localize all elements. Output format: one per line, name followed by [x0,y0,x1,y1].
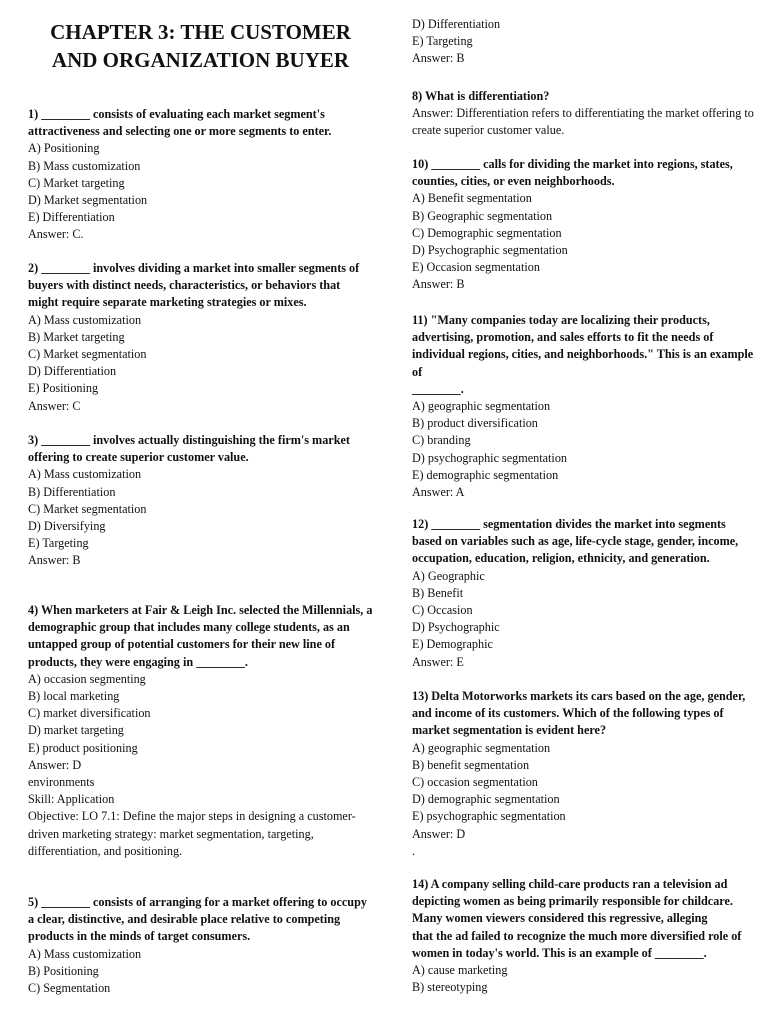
question-stem: 1) ________ consists of evaluating each market segment's attractiveness and selecting one or more segments to enter. [28,107,332,139]
answer-option: E) Demographic [412,637,493,652]
question-stem: 13) Delta Motorworks markets its cars based on the age, gender, and income of its customers. Which of the following types of market segmentation is evident here? [412,689,749,738]
answer-option: B) product diversification [412,416,538,431]
answer-option: A) Benefit segmentation [412,191,532,206]
answer-option: B) Positioning [28,963,99,978]
answer-option: C) Segmentation [28,981,111,996]
answer-option: D) Differentiation [28,364,117,379]
question-block [412,312,757,501]
answer-option: E) Occasion segmentation [412,260,540,275]
question-block [412,688,757,860]
question-block [28,602,373,860]
answer-option: A) occasion segmenting [28,671,146,686]
question-block [412,156,757,294]
answer-option: B) local marketing [28,689,120,704]
answer-option: C) Market segmentation [28,347,147,362]
question-block [412,16,757,68]
answer-option: D) market targeting [28,723,124,738]
answer-option: Answer: Differentiation refers to differentiating the market offering to create superior customer value. [412,106,757,138]
answer-key: Answer: E [412,654,464,669]
answer-option: B) Market targeting [28,329,125,344]
answer-option: A) Mass customization [28,312,142,327]
question-stem: 3) ________ involves actually distinguishing the firm's market offering to create superior customer value. [28,433,354,465]
answer-option: C) occasion segmentation [412,775,538,790]
question-stem: 4) When marketers at Fair & Leigh Inc. selected the Millennials, a demographic group that includes many college students, as an untapped group of potential customers for their new line of products, they were engaging in ________. [28,603,373,669]
chapter-title: CHAPTER 3: THE CUSTOMER AND ORGANIZATION BUYER [50,20,351,72]
answer-option: E) Positioning [28,381,99,396]
answer-option: D) Psychographic [412,620,500,635]
answer-option: A) Mass customization [28,467,142,482]
answer-option: C) market diversification [28,706,151,721]
question-block [412,88,757,140]
answer-option: A) geographic segmentation [412,399,551,414]
answer-option: E) demographic segmentation [412,467,559,482]
answer-option: D) Differentiation [412,17,501,31]
question-block [28,260,373,415]
answer-option: C) Occasion [412,603,473,618]
question-metadata: Skill: Application [28,792,115,807]
question-metadata: Objective: LO 7.1: Define the major steps in designing a customer-driven marketing strategy: market segmentation, targeting, differentiation, and positioning. [28,809,356,858]
answer-option: D) demographic segmentation [412,792,560,807]
answer-key: Answer: B [412,51,465,66]
answer-option: B) Geographic segmentation [412,208,553,223]
answer-option: A) Geographic [412,568,485,583]
answer-option: E) Differentiation [28,210,115,225]
left-column [28,0,373,996]
answer-option: C) Demographic segmentation [412,225,562,240]
question-stem: 5) ________ consists of arranging for a market offering to occupy a clear, distinctive, and desirable place relative to competing products in the minds of target consumers. [28,895,370,944]
question-block [28,432,373,570]
question-stem: 8) What is differentiation? [412,89,550,103]
question-stem: 12) ________ segmentation divides the market into segments based on variables such as age, life-cycle stage, gender, income, occupation, education, religion, ethnicity, and generation. [412,517,742,566]
answer-key: Answer: C. [28,227,84,242]
answer-option: D) Market segmentation [28,193,148,208]
answer-option: B) Differentiation [28,484,116,499]
question-metadata: environments [28,775,95,790]
answer-option: D) psychographic segmentation [412,450,568,465]
question-stem: 2) ________ involves dividing a market into smaller segments of buyers with distinct needs, characteristics, or behaviors that might require separate marketing strategies or mixes. [28,261,363,310]
answer-option: D) Psychographic segmentation [412,243,568,258]
answer-key: Answer: A [412,485,465,500]
question-stem: 14) A company selling child-care products ran a television ad depicting women as being primarily responsible for childcare. Many women viewers considered this regressive, alleging that the ad failed to recognize the much more diversified role of women in today's world. This is an example of ________. [412,877,742,960]
answer-option: E) Targeting [412,34,473,49]
answer-option: B) Benefit [412,585,464,600]
question-stem: 10) ________ calls for dividing the market into regions, states, counties, cities, or even neighborhoods. [412,157,736,189]
answer-key: Answer: B [412,277,465,292]
answer-option: A) cause marketing [412,963,508,978]
answer-option: E) psychographic segmentation [412,809,566,824]
answer-option: A) geographic segmentation [412,740,551,755]
answer-option: C) Market segmentation [28,501,147,516]
answer-option: E) Targeting [28,536,89,551]
question-stem: 11) "Many companies today are localizing their products, advertising, promotion, and sales efforts to fit the needs of individual regions, cities, and neighborhoods." This is an example of ________. [412,313,754,396]
answer-option: B) benefit segmentation [412,757,530,772]
answer-option: C) branding [412,433,471,448]
answer-key: Answer: D [28,757,82,772]
answer-option: B) Mass customization [28,158,141,173]
question-metadata: . [412,843,416,858]
answer-key: Answer: D [412,826,466,841]
answer-option: A) Positioning [28,141,100,156]
question-block [412,876,757,996]
answer-option: C) Market targeting [28,175,125,190]
answer-option: D) Diversifying [28,519,106,534]
answer-key: Answer: C [28,398,81,413]
answer-key: Answer: B [28,553,81,568]
question-block [28,894,373,997]
question-block [28,106,373,244]
answer-option: E) product positioning [28,740,138,755]
answer-option: B) stereotyping [412,980,488,995]
question-block [412,516,757,671]
answer-option: A) Mass customization [28,946,142,961]
